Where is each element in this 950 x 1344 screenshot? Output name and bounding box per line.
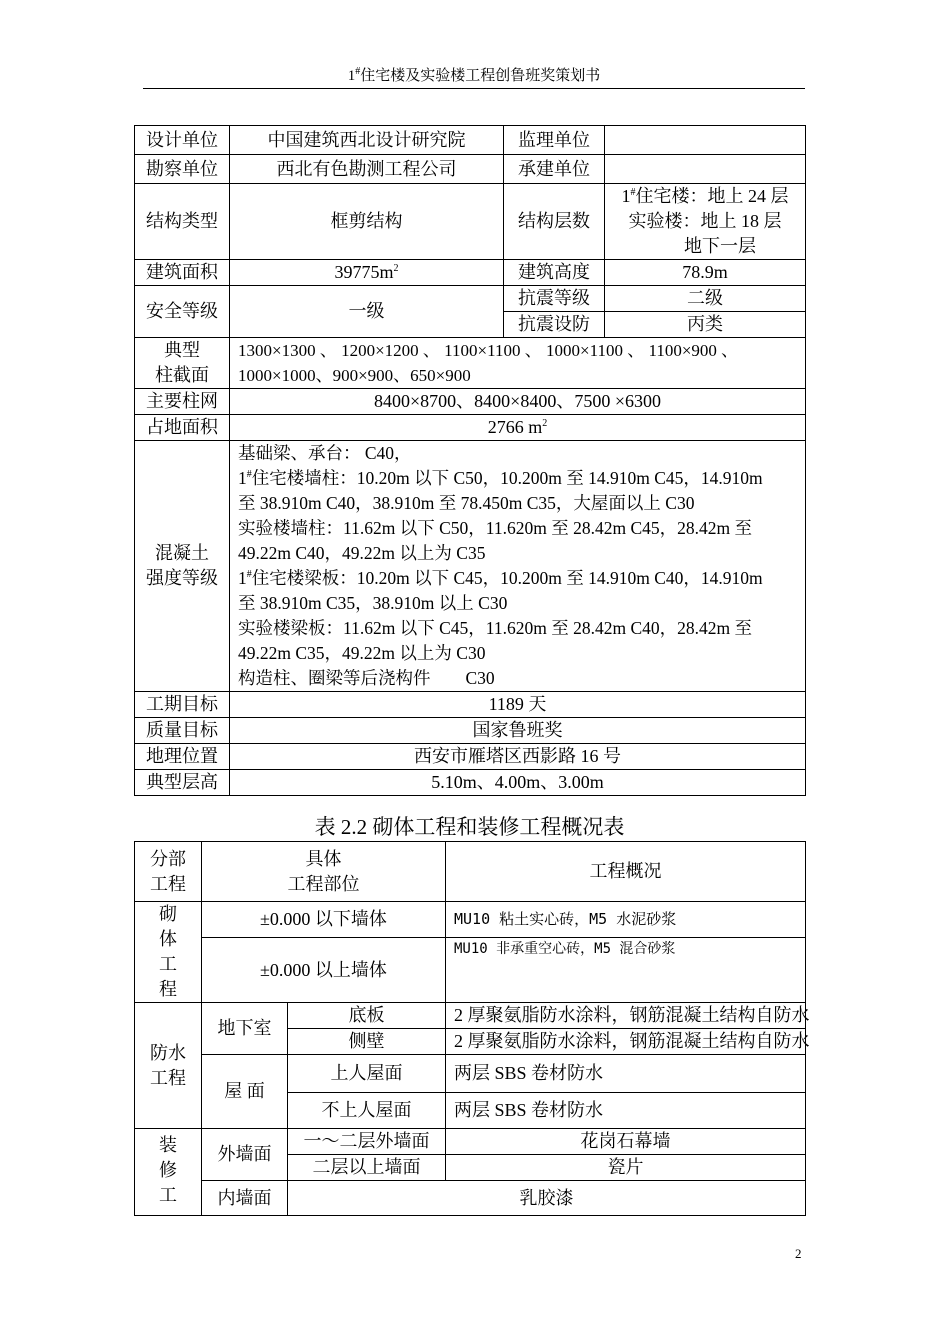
header-title-pre: 1: [347, 68, 356, 84]
value-line: 实验楼墙柱：11.62m 以下 C50，11.620m 至 28.42m C45，28.42m 至: [238, 518, 752, 538]
table-caption: 表 2.2 砌体工程和装修工程概况表: [314, 815, 625, 839]
part-cell: ±0.000 以上墙体: [202, 938, 446, 1003]
table-row: [135, 938, 806, 1003]
group-char: 工: [159, 954, 177, 974]
value-line: [238, 566, 803, 591]
group-char: 砌: [159, 904, 177, 924]
value-cell: 二级: [605, 286, 806, 312]
detail-cell: 瓷片: [446, 1155, 806, 1181]
value-cell: [230, 415, 806, 441]
table-row: [135, 1129, 806, 1155]
subgroup-cell: 内墙面: [202, 1181, 288, 1216]
table-row: [135, 441, 806, 692]
value-pre: 1: [621, 186, 631, 206]
label-cell: 承建单位: [504, 155, 605, 184]
label-line: 柱截面: [155, 365, 209, 385]
label-cell: 抗震等级: [504, 286, 605, 312]
value-sup: 2: [542, 418, 548, 429]
table-row: [135, 155, 806, 184]
value-cell: 丙类: [605, 312, 806, 338]
label-cell: [135, 338, 230, 389]
table-row: [135, 842, 806, 902]
value-line: [238, 466, 803, 491]
value-cell: [230, 441, 806, 692]
label-cell: 勘察单位: [135, 155, 230, 184]
detail-cell: MU10 粘土实心砖，M5 水泥砂浆: [446, 902, 806, 938]
detail-cell: 乳胶漆: [288, 1181, 806, 1216]
table-row: [135, 744, 806, 770]
table-row: [135, 415, 806, 441]
value-cell: 国家鲁班奖: [230, 718, 806, 744]
label-cell: 安全等级: [135, 286, 230, 338]
label-line: 强度等级: [146, 568, 218, 588]
label-cell: 设计单位: [135, 126, 230, 155]
value-line: 基础梁、承台： C40，: [238, 443, 412, 463]
label-cell: 建筑面积: [135, 260, 230, 286]
project-overview-table: [134, 125, 806, 796]
header-title-sup: #: [355, 66, 361, 77]
part-cell: 上人屋面: [288, 1055, 446, 1093]
value-pre: 39775m: [334, 262, 394, 282]
table-row: [135, 692, 806, 718]
table-row: [135, 126, 806, 155]
value-line: 构造柱、圈梁等后浇构件 C30: [238, 668, 495, 688]
value-cell: 一级: [230, 286, 504, 338]
detail-cell: 两层 SBS 卷材防水: [446, 1093, 806, 1129]
group-cell: [135, 1129, 202, 1216]
header-line: 分部: [150, 848, 186, 869]
detail-cell: 两层 SBS 卷材防水: [446, 1055, 806, 1093]
value-line: [607, 184, 803, 209]
group-char: 体: [159, 929, 177, 949]
label-line: 典型: [164, 340, 200, 360]
value-sup: #: [246, 569, 252, 581]
part-cell: ±0.000 以下墙体: [202, 902, 446, 938]
label-cell: 结构类型: [135, 184, 230, 260]
value-cell: 1189 天: [230, 692, 806, 718]
value-cell: 西安市雁塔区西影路 16 号: [230, 744, 806, 770]
table-row: [135, 389, 806, 415]
label-cell: 建筑高度: [504, 260, 605, 286]
header-title-post: 住宅楼及实验楼工程创鲁班奖策划书: [360, 68, 601, 84]
subgroup-cell: 地下室: [202, 1003, 288, 1055]
header-line: 工程部位: [287, 873, 360, 894]
value-line: 实验楼：地上 18 层: [628, 211, 782, 231]
group-char: 工: [159, 1185, 177, 1205]
group-char: 装: [159, 1135, 177, 1155]
value-line: 至 38.910m C40，38.910m 至 78.450m C35，大屋面以上 C30: [238, 493, 695, 513]
detail-cell: 2 厚聚氨脂防水涂料，钢筋混凝土结构自防水: [446, 1029, 806, 1055]
value-pre: 1: [238, 468, 247, 488]
part-cell: 底板: [288, 1003, 446, 1029]
label-cell: 结构层数: [504, 184, 605, 260]
value-line: 实验楼梁板：11.62m 以下 C45，11.620m 至 28.42m C40，28.42m 至: [238, 618, 752, 638]
group-char: 修: [159, 1160, 177, 1180]
part-cell: 侧壁: [288, 1029, 446, 1055]
detail-cell: MU10 非承重空心砖，M5 混合砂浆: [446, 938, 806, 1003]
group-line: 工程: [150, 1067, 186, 1088]
value-cell: 5.10m、4.00m、3.00m: [230, 770, 806, 796]
label-cell: [135, 441, 230, 692]
value-line: 49.22m C40，49.22m 以上为 C35: [238, 543, 486, 563]
group-char: 程: [159, 979, 177, 999]
value-line: 49.22m C35，49.22m 以上为 C30: [238, 643, 486, 663]
header-cell: 工程概况: [446, 842, 806, 902]
header-cell: [202, 842, 446, 902]
part-cell: 一～二层外墙面: [288, 1129, 446, 1155]
value-post: 住宅楼梁板：10.20m 以下 C45，10.200m 至 14.910m C40，14.910m: [251, 568, 763, 588]
table-row: [135, 1003, 806, 1029]
label-cell: 监理单位: [504, 126, 605, 155]
value-cell: [230, 260, 504, 286]
detail-cell: 花岗石幕墙: [446, 1129, 806, 1155]
header-cell: [135, 842, 202, 902]
value-cell: 框剪结构: [230, 184, 504, 260]
header-line: 工程: [150, 873, 186, 894]
table-row: [135, 718, 806, 744]
value-cell: [605, 126, 806, 155]
value-cell: [230, 338, 806, 389]
label-cell: 抗震设防: [504, 312, 605, 338]
label-cell: 主要柱网: [135, 389, 230, 415]
table-row: [135, 770, 806, 796]
part-cell: 二层以上墙面: [288, 1155, 446, 1181]
value-line: 至 38.910m C35，38.910m 以上 C30: [238, 593, 508, 613]
header-rule: [143, 88, 805, 89]
value-sup: 2: [393, 263, 399, 274]
table-row: [135, 184, 806, 260]
group-cell: [135, 902, 202, 1003]
table-row: [135, 1055, 806, 1093]
value-cell: 8400×8700、8400×8400、7500 ×6300: [230, 389, 806, 415]
value-pre: 2766 m: [487, 417, 543, 437]
label-cell: 占地面积: [135, 415, 230, 441]
detail-cell: 2 厚聚氨脂防水涂料，钢筋混凝土结构自防水: [446, 1003, 806, 1029]
label-cell: 质量目标: [135, 718, 230, 744]
value-cell: [605, 155, 806, 184]
value-line: 地下一层: [684, 236, 756, 256]
value-post: 住宅楼：地上 24 层: [635, 186, 789, 206]
running-header: [143, 66, 805, 88]
table-row: [135, 1181, 806, 1216]
label-cell: 地理位置: [135, 744, 230, 770]
subgroup-cell: 外墙面: [202, 1129, 288, 1181]
value-pre: 1: [238, 568, 247, 588]
table-row: [135, 338, 806, 389]
value-cell: 中国建筑西北设计研究院: [230, 126, 504, 155]
group-cell: [135, 1003, 202, 1129]
value-cell: 78.9m: [605, 260, 806, 286]
table-row: [135, 260, 806, 286]
value-cell: 西北有色勘测工程公司: [230, 155, 504, 184]
value-sup: #: [630, 187, 636, 198]
masonry-decoration-table: [134, 841, 810, 1216]
label-cell: 工期目标: [135, 692, 230, 718]
value-line: 1300×1300 、 1200×1200 、 1100×1100 、 1000×1100 、 1100×900 、: [238, 341, 739, 360]
value-line: 1000×1000、900×900、650×900: [238, 366, 471, 385]
group-line: 防水: [150, 1042, 186, 1063]
label-cell: 典型层高: [135, 770, 230, 796]
subgroup-cell: 屋 面: [202, 1055, 288, 1129]
value-sup: #: [246, 469, 252, 481]
label-line: 混凝土: [155, 543, 209, 563]
page-number: 2: [795, 1246, 802, 1261]
table-row: [135, 902, 806, 938]
header-line: 具体: [305, 848, 342, 869]
value-cell: [605, 184, 806, 260]
value-post: 住宅楼墙柱：10.20m 以下 C50，10.200m 至 14.910m C45，14.910m: [251, 468, 763, 488]
part-cell: 不上人屋面: [288, 1093, 446, 1129]
table-row: [135, 286, 806, 312]
